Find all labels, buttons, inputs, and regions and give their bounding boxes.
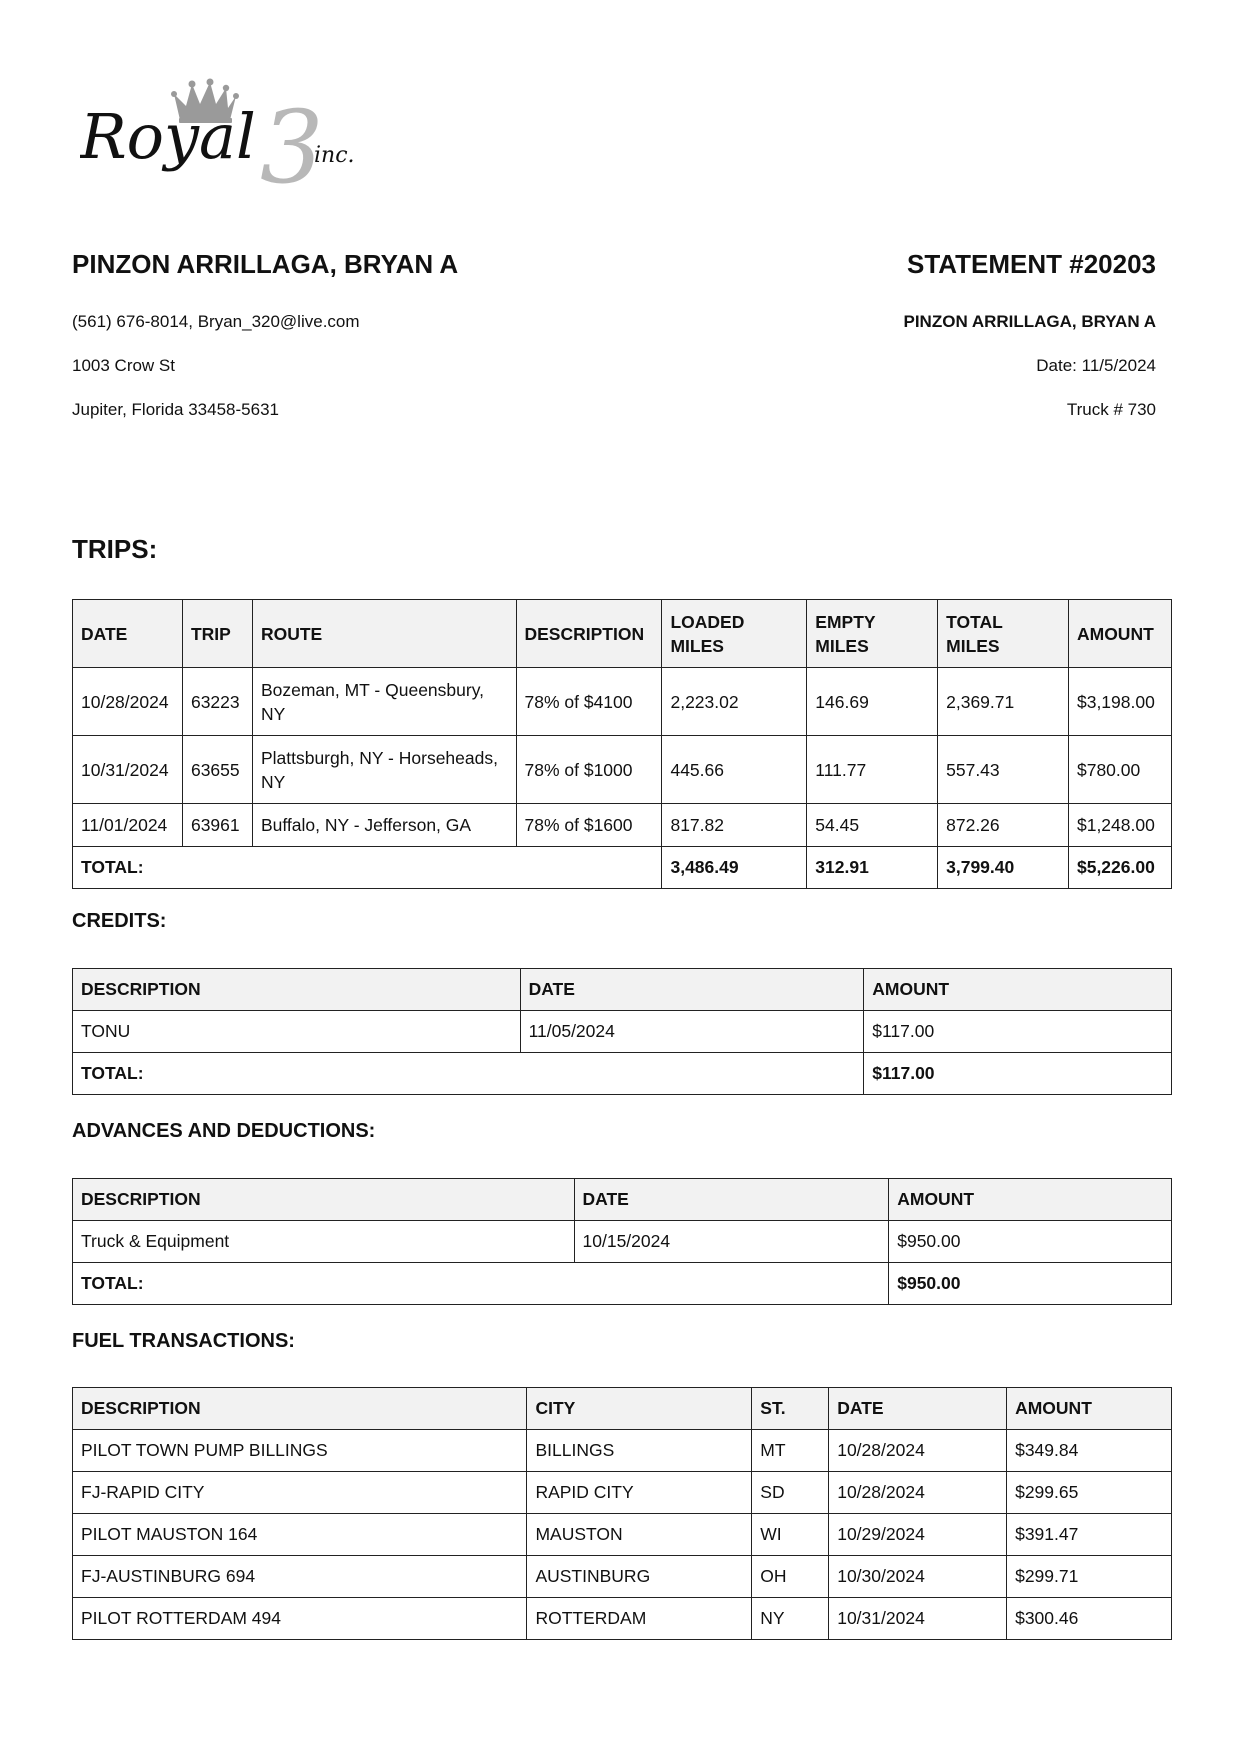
driver-contact: (561) 676-8014, Bryan_320@live.com xyxy=(72,312,360,331)
col-amount: AMOUNT xyxy=(889,1179,1172,1221)
cell: 2,369.71 xyxy=(938,668,1069,736)
driver-city: Jupiter, Florida 33458-5631 xyxy=(72,400,279,419)
cell: 445.66 xyxy=(662,736,807,804)
total-empty-miles: 312.91 xyxy=(807,847,938,889)
cell: RAPID CITY xyxy=(527,1472,752,1514)
col-city: CITY xyxy=(527,1388,752,1430)
statement-name: PINZON ARRILLAGA, BRYAN A xyxy=(903,312,1156,331)
col-description: DESCRIPTION xyxy=(73,1388,527,1430)
fuel-table xyxy=(72,1387,1172,1640)
cell: AUSTINBURG xyxy=(527,1556,752,1598)
total-label: TOTAL: xyxy=(73,847,662,889)
truck-number: Truck # 730 xyxy=(1066,400,1156,419)
col-date: DATE xyxy=(574,1179,889,1221)
cell: $780.00 xyxy=(1068,736,1171,804)
cell: MT xyxy=(752,1430,829,1472)
cell: 10/28/2024 xyxy=(73,668,183,736)
table-row xyxy=(73,1221,1172,1263)
statement-info xyxy=(636,248,1156,419)
col-empty-miles: EMPTY MILES xyxy=(807,600,938,668)
cell: $300.46 xyxy=(1007,1598,1172,1640)
cell: 10/31/2024 xyxy=(73,736,183,804)
fuel-title: FUEL TRANSACTIONS: xyxy=(72,1330,295,1352)
table-header-row xyxy=(73,1179,1172,1221)
cell: $299.65 xyxy=(1007,1472,1172,1514)
total-label: TOTAL: xyxy=(73,1263,889,1305)
cell: ROTTERDAM xyxy=(527,1598,752,1640)
col-trip: TRIP xyxy=(182,600,252,668)
cell: 146.69 xyxy=(807,668,938,736)
cell: BILLINGS xyxy=(527,1430,752,1472)
advances-table xyxy=(72,1178,1172,1305)
statement-date: Date: 11/5/2024 xyxy=(1036,356,1156,375)
table-row xyxy=(73,1430,1172,1472)
cell: Bozeman, MT - Queensbury, NY xyxy=(252,668,516,736)
cell: 78% of $4100 xyxy=(516,668,662,736)
cell: 111.77 xyxy=(807,736,938,804)
cell: TONU xyxy=(73,1011,521,1053)
trips-table xyxy=(72,599,1172,889)
cell: Buffalo, NY - Jefferson, GA xyxy=(252,804,516,847)
table-row xyxy=(73,1556,1172,1598)
table-header-row xyxy=(73,600,1172,668)
logo-suffix: inc. xyxy=(314,143,355,168)
cell: 10/28/2024 xyxy=(829,1472,1007,1514)
total-row xyxy=(73,847,1172,889)
col-date: DATE xyxy=(520,969,864,1011)
col-amount: AMOUNT xyxy=(864,969,1172,1011)
col-date: DATE xyxy=(73,600,183,668)
cell: $117.00 xyxy=(864,1011,1172,1053)
cell: MAUSTON xyxy=(527,1514,752,1556)
cell: 11/01/2024 xyxy=(73,804,183,847)
cell: 63961 xyxy=(182,804,252,847)
cell: 78% of $1600 xyxy=(516,804,662,847)
driver-street: 1003 Crow St xyxy=(72,356,175,375)
table-row xyxy=(73,804,1172,847)
total-amount: $950.00 xyxy=(889,1263,1172,1305)
col-state: ST. xyxy=(752,1388,829,1430)
cell: 10/29/2024 xyxy=(829,1514,1007,1556)
table-row xyxy=(73,668,1172,736)
table-row xyxy=(73,1598,1172,1640)
cell: $391.47 xyxy=(1007,1514,1172,1556)
cell: FJ-RAPID CITY xyxy=(73,1472,527,1514)
cell: $299.71 xyxy=(1007,1556,1172,1598)
col-total-miles: TOTAL MILES xyxy=(938,600,1069,668)
cell: 10/28/2024 xyxy=(829,1430,1007,1472)
advances-title: ADVANCES AND DEDUCTIONS: xyxy=(72,1120,376,1142)
logo-word: Royal xyxy=(80,100,256,173)
col-description: DESCRIPTION xyxy=(73,1179,575,1221)
cell: 557.43 xyxy=(938,736,1069,804)
statement-number: STATEMENT #20203 xyxy=(906,249,1156,279)
credits-table xyxy=(72,968,1172,1095)
total-amount: $117.00 xyxy=(864,1053,1172,1095)
cell: PILOT MAUSTON 164 xyxy=(73,1514,527,1556)
cell: 11/05/2024 xyxy=(520,1011,864,1053)
table-header-row xyxy=(73,969,1172,1011)
total-label: TOTAL: xyxy=(73,1053,864,1095)
cell: OH xyxy=(752,1556,829,1598)
col-amount: AMOUNT xyxy=(1007,1388,1172,1430)
table-header-row xyxy=(73,1388,1172,1430)
cell: Plattsburgh, NY - Horseheads, NY xyxy=(252,736,516,804)
total-amount: $5,226.00 xyxy=(1068,847,1171,889)
col-loaded-miles: LOADED MILES xyxy=(662,600,807,668)
cell: 63655 xyxy=(182,736,252,804)
royal-3-inc-logo xyxy=(80,78,400,190)
cell: 10/15/2024 xyxy=(574,1221,889,1263)
cell: 872.26 xyxy=(938,804,1069,847)
col-amount: AMOUNT xyxy=(1068,600,1171,668)
cell: SD xyxy=(752,1472,829,1514)
table-row xyxy=(73,736,1172,804)
cell: PILOT ROTTERDAM 494 xyxy=(73,1598,527,1640)
cell: $3,198.00 xyxy=(1068,668,1171,736)
logo-numeral: 3 xyxy=(260,89,324,190)
cell: 78% of $1000 xyxy=(516,736,662,804)
table-row xyxy=(73,1011,1172,1053)
cell: $1,248.00 xyxy=(1068,804,1171,847)
col-route: ROUTE xyxy=(252,600,516,668)
cell: 63223 xyxy=(182,668,252,736)
col-date: DATE xyxy=(829,1388,1007,1430)
total-total-miles: 3,799.40 xyxy=(938,847,1069,889)
col-description: DESCRIPTION xyxy=(516,600,662,668)
cell: 54.45 xyxy=(807,804,938,847)
cell: 817.82 xyxy=(662,804,807,847)
table-row xyxy=(73,1472,1172,1514)
total-loaded-miles: 3,486.49 xyxy=(662,847,807,889)
table-row xyxy=(73,1514,1172,1556)
trips-title: TRIPS: xyxy=(72,534,158,564)
cell: $950.00 xyxy=(889,1221,1172,1263)
cell: 10/31/2024 xyxy=(829,1598,1007,1640)
cell: 2,223.02 xyxy=(662,668,807,736)
cell: NY xyxy=(752,1598,829,1640)
cell: Truck & Equipment xyxy=(73,1221,575,1263)
credits-title: CREDITS: xyxy=(72,910,167,932)
cell: FJ-AUSTINBURG 694 xyxy=(73,1556,527,1598)
cell: WI xyxy=(752,1514,829,1556)
cell: 10/30/2024 xyxy=(829,1556,1007,1598)
total-row xyxy=(73,1263,1172,1305)
total-row xyxy=(73,1053,1172,1095)
cell: PILOT TOWN PUMP BILLINGS xyxy=(73,1430,527,1472)
driver-name: PINZON ARRILLAGA, BRYAN A xyxy=(72,249,459,279)
driver-info xyxy=(72,248,632,419)
col-description: DESCRIPTION xyxy=(73,969,521,1011)
cell: $349.84 xyxy=(1007,1430,1172,1472)
